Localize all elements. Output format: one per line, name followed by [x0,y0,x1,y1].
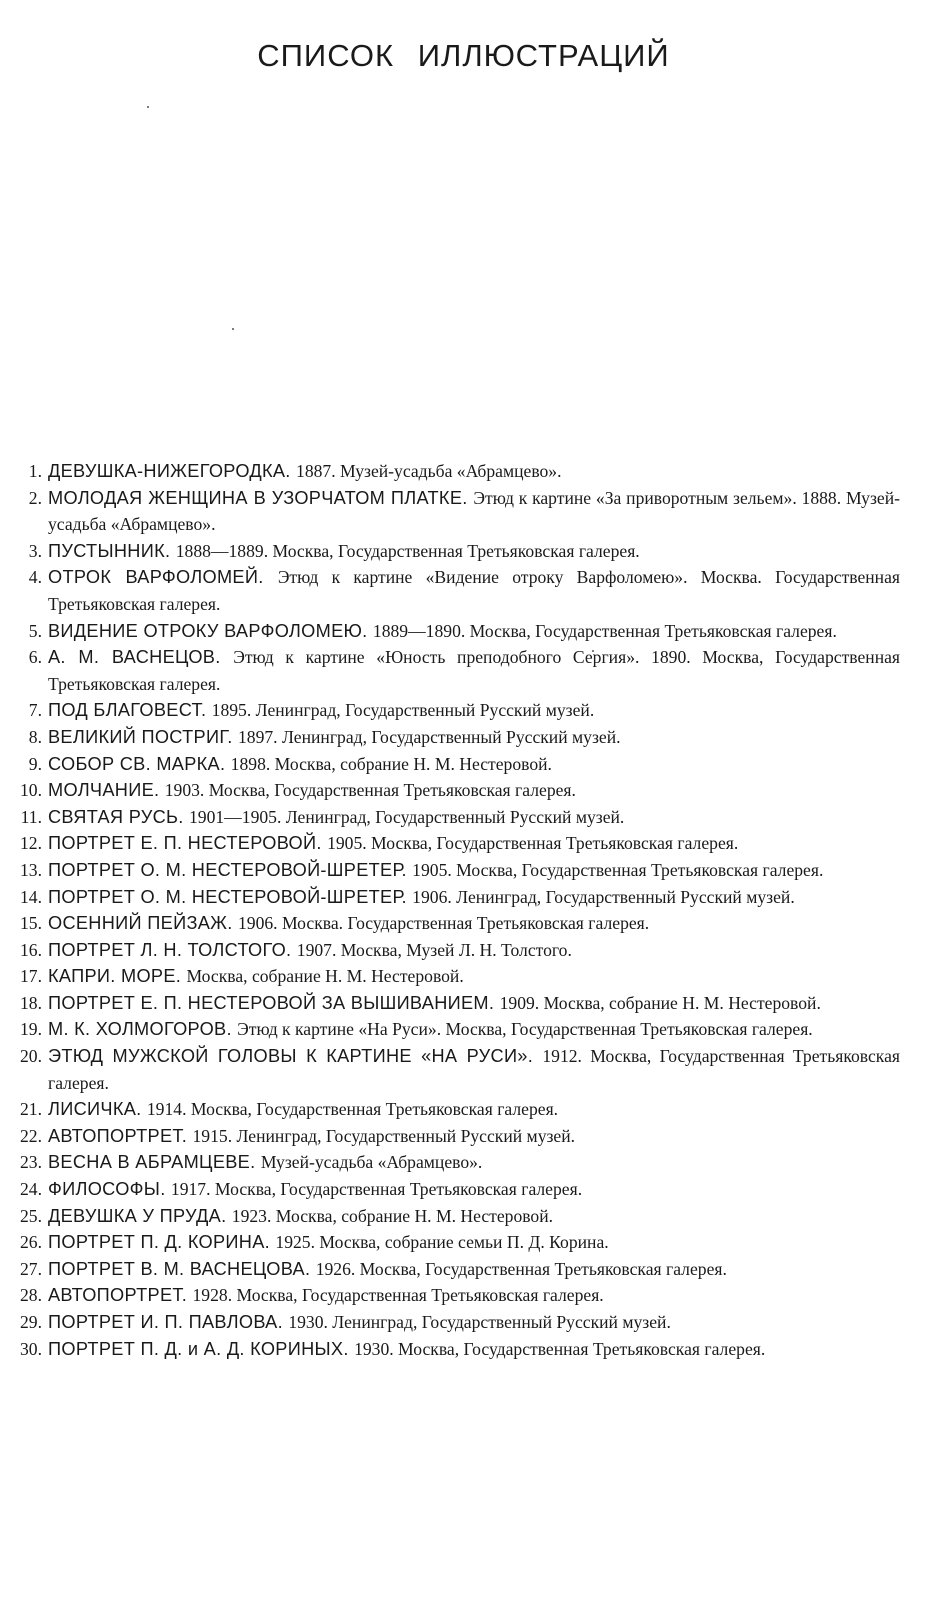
item-description: 1914. Москва, Государственная Третьяковская галерея. [146,1099,559,1120]
item-number: 23. [20,1152,42,1173]
item-description: 1897. Ленинград, Государственный Русский музей. [237,726,621,747]
item-title: ПУСТЫННИК. [48,540,176,561]
item-description: 1915. Ленинград, Государственный Русский музей. [192,1125,576,1146]
item-number: 3. [28,540,42,561]
item-description: 1906. Москва. Государственная Третьяковская галерея. [237,913,650,934]
item-title: ПОРТРЕТ О. М. НЕСТЕРОВОЙ-ШРЕТЕР. [48,886,413,907]
item-title: КАПРИ. МОРЕ. [48,966,187,987]
item-description: 1888—1889. Москва, Государственная Третьяковская галерея. [175,540,640,561]
item-number: 2. [28,487,42,508]
item-title: ВЕСНА В АБРАМЦЕВЕ. [48,1152,261,1173]
item-description: 1889—1890. Москва, Государственная Третьяковская галерея. [372,620,837,641]
item-description: 1901—1905. Ленинград, Государственный Русский музей. [188,806,625,827]
list-item [20,777,900,804]
item-title: ПОРТРЕТ Е. П. НЕСТЕРОВОЙ ЗА ВЫШИВАНИЕМ. [48,992,500,1013]
item-title: ПОРТРЕТ П. Д. и А. Д. КОРИНЫХ. [48,1338,355,1359]
list-item [20,1282,900,1309]
list-item [20,1096,900,1123]
item-description: 1926. Москва, Государственная Третьяковская галерея. [315,1258,727,1279]
list-item [20,697,900,724]
illustration-list [20,458,900,1362]
list-item [20,564,900,617]
item-number: 1. [28,461,42,481]
item-description: 1923. Москва, собрание Н. М. Нестеровой. [231,1205,554,1226]
item-description: 1912. Москва, Государственная Третьяковская галерея. [48,1046,900,1093]
item-title: ЭТЮД МУЖСКОЙ ГОЛОВЫ К КАРТИНЕ «НА РУСИ». [48,1046,543,1067]
item-description: 1895. Ленинград, Государственный Русский музей. [211,700,595,721]
item-title: ПОД БЛАГОВЕСТ. [48,700,212,721]
item-title: МОЛОДАЯ ЖЕНЩИНА В УЗОРЧАТОМ ПЛАТКЕ. [48,487,474,508]
list-item [20,1016,900,1043]
list-item [20,884,900,911]
item-title: ПОРТРЕТ О. М. НЕСТЕРОВОЙ-ШРЕТЕР. [48,859,413,880]
list-item [20,857,900,884]
list-item [20,644,900,697]
item-description: 1905. Москва, Государственная Третьяковская галерея. [327,833,739,854]
item-title: АВТОПОРТРЕТ. [48,1125,193,1146]
item-number: 25. [20,1205,42,1226]
item-number: 14. [20,886,42,907]
item-title: ФИЛОСОФЫ. [48,1179,171,1200]
item-title: ОСЕННИЙ ПЕЙЗАЖ. [48,913,238,934]
list-item [20,830,900,857]
list-item [20,1336,900,1363]
item-number: 13. [20,859,42,880]
item-description: 1925. Москва, собрание семьи П. Д. Корина. [275,1232,609,1253]
item-number: 4. [28,567,42,588]
item-title: ВИДЕНИЕ ОТРОКУ ВАРФОЛОМЕЮ. [48,620,373,641]
item-number: 7. [28,700,42,721]
list-item [20,1123,900,1150]
item-number: 8. [28,726,42,747]
item-description: 1898. Москва, собрание Н. М. Нестеровой. [230,753,552,774]
list-item [20,618,900,645]
list-item [20,1043,900,1096]
item-number: 18. [20,992,42,1013]
item-number: 20. [20,1046,42,1067]
list-item [20,1203,900,1230]
item-description: 1917. Москва, Государственная Третьяковская галерея. [170,1179,583,1200]
item-title: МОЛЧАНИЕ. [48,780,165,801]
item-number: 5. [28,620,42,641]
item-description: 1907. Москва, Музей Л. Н. Толстого. [296,939,572,960]
item-title: СВЯТАЯ РУСЬ. [48,806,189,827]
item-number: 11. [20,806,42,827]
item-title: СОБОР СВ. МАРКА. [48,753,231,774]
item-number: 28. [20,1285,42,1306]
list-item [20,751,900,778]
item-description: 1930. Москва, Государственная Третьяковская галерея. [354,1338,766,1359]
list-item [20,724,900,751]
item-title: ЛИСИЧКА. [48,1099,147,1120]
item-number: 6. [28,647,42,668]
item-number: 19. [20,1019,42,1040]
item-description: 1903. Москва, Государственная Третьяковская галерея. [164,780,576,801]
item-number: 16. [20,939,42,960]
item-number: 24. [20,1179,42,1200]
item-title: ПОРТРЕТ Л. Н. ТОЛСТОГО. [48,939,297,960]
list-item [20,1229,900,1256]
item-description: Музей-усадьба «Абрамцево». [260,1152,483,1173]
item-title: ДЕВУШКА-НИЖЕГОРОДКА. [48,461,297,481]
item-number: 26. [20,1232,42,1253]
print-speck [147,106,149,108]
item-number: 17. [20,966,42,987]
list-item [20,538,900,565]
item-description: 1928. Москва, Государственная Третьяковская галерея. [192,1285,604,1306]
item-number: 12. [20,833,42,854]
item-number: 21. [20,1099,42,1120]
list-item [20,1309,900,1336]
list-item [20,458,900,485]
list-item [20,910,900,937]
item-title: М. К. ХОЛМОГОРОВ. [48,1019,238,1040]
list-item [20,963,900,990]
item-title: ПОРТРЕТ В. М. ВАСНЕЦОВА. [48,1258,316,1279]
list-item [20,804,900,831]
item-number: 29. [20,1312,42,1332]
page-title: СПИСОК ИЛЛЮСТРАЦИЙ [257,38,670,73]
item-description: Этюд к картине «На Руси». Москва, Государственная Третьяковская галерея. [237,1019,813,1040]
item-description: Москва, собрание Н. М. Нестеровой. [186,966,464,987]
item-title: ДЕВУШКА У ПРУДА. [48,1205,232,1226]
item-title: ПОРТРЕТ Е. П. НЕСТЕРОВОЙ. [48,833,328,854]
item-description: Этюд к картине «Видение отроку Варфоломею». Москва. Государственная Третьяковская галерея. [48,567,901,614]
item-title: ПОРТРЕТ П. Д. КОРИНА. [48,1232,276,1253]
list-item [20,1176,900,1203]
item-description: Этюд к картине «За приворотным зельем». 1888. Музей-усадьба «Абрамцево». [48,487,900,535]
list-item [20,485,900,538]
item-title: ВЕЛИКИЙ ПОСТРИГ. [48,726,238,747]
item-number: 9. [28,753,42,774]
item-description: 1906. Ленинград, Государственный Русский музей. [412,886,795,907]
list-item [20,937,900,964]
item-title: ОТРОК ВАРФОЛОМЕЙ. [48,567,278,588]
list-item [20,1256,900,1283]
item-number: 22. [20,1125,42,1146]
item-number: 10. [20,780,42,801]
item-description: 1909. Москва, собрание Н. М. Нестеровой. [499,992,821,1013]
list-item [20,1149,900,1176]
item-description: 1887. Музей-усадьба «Абрамцево». [296,461,562,481]
item-number: 27. [20,1258,42,1279]
item-title: А. М. ВАСНЕЦОВ. [48,647,234,668]
item-title: ПОРТРЕТ И. П. ПАВЛОВА. [48,1312,289,1332]
print-speck [232,328,234,330]
item-title: АВТОПОРТРЕТ. [48,1285,193,1306]
item-description: 1930. Ленинград, Государственный Русский музей. [288,1312,671,1332]
item-description: 1905. Москва, Государственная Третьяковская галерея. [412,859,824,880]
item-number: 15. [20,913,42,934]
list-item [20,990,900,1017]
item-number: 30. [20,1338,42,1359]
item-description: Этюд к картине «Юность преподобного Сергия». 1890. Москва, Государственная Третьяковская галерея. [48,647,901,694]
